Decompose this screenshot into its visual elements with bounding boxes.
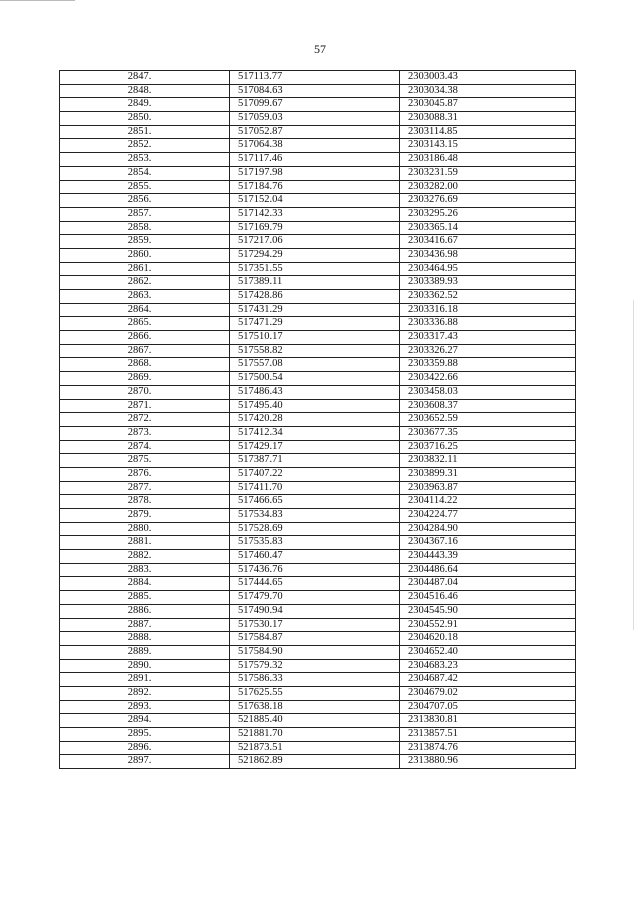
y-coordinate-cell: 2313874.76 [400, 741, 576, 755]
table-row [60, 440, 576, 454]
table-row [60, 372, 576, 386]
table-row [60, 344, 576, 358]
point-number-cell: 2887. [60, 618, 230, 632]
table-row [60, 700, 576, 714]
x-coordinate-cell: 517197.98 [230, 166, 400, 180]
y-coordinate-cell: 2303458.03 [400, 385, 576, 399]
table-row [60, 98, 576, 112]
y-coordinate-cell: 2304367.16 [400, 536, 576, 550]
y-coordinate-cell: 2304516.46 [400, 591, 576, 605]
point-number-cell: 2847. [60, 71, 230, 85]
point-number-cell: 2886. [60, 604, 230, 618]
x-coordinate-cell: 517351.55 [230, 262, 400, 276]
point-number-cell: 2893. [60, 700, 230, 714]
x-coordinate-cell: 517429.17 [230, 440, 400, 454]
y-coordinate-cell: 2303652.59 [400, 413, 576, 427]
table-row [60, 125, 576, 139]
point-number-cell: 2885. [60, 591, 230, 605]
scan-edge-mark [633, 300, 634, 630]
point-number-cell: 2866. [60, 331, 230, 345]
point-number-cell: 2854. [60, 166, 230, 180]
y-coordinate-cell: 2303282.00 [400, 180, 576, 194]
table-row [60, 235, 576, 249]
y-coordinate-cell: 2303963.87 [400, 481, 576, 495]
table-row [60, 276, 576, 290]
point-number-cell: 2895. [60, 728, 230, 742]
y-coordinate-cell: 2303608.37 [400, 399, 576, 413]
x-coordinate-cell: 517052.87 [230, 125, 400, 139]
table-row [60, 248, 576, 262]
point-number-cell: 2884. [60, 577, 230, 591]
y-coordinate-cell: 2303003.43 [400, 71, 576, 85]
y-coordinate-cell: 2303359.88 [400, 358, 576, 372]
x-coordinate-cell: 517294.29 [230, 248, 400, 262]
x-coordinate-cell: 517407.22 [230, 467, 400, 481]
x-coordinate-cell: 517169.79 [230, 221, 400, 235]
y-coordinate-cell: 2303422.66 [400, 372, 576, 386]
point-number-cell: 2867. [60, 344, 230, 358]
y-coordinate-cell: 2303464.95 [400, 262, 576, 276]
coordinate-table [59, 70, 576, 769]
y-coordinate-cell: 2303436.98 [400, 248, 576, 262]
y-coordinate-cell: 2303677.35 [400, 426, 576, 440]
table-row [60, 728, 576, 742]
table-row [60, 413, 576, 427]
table-row [60, 166, 576, 180]
point-number-cell: 2891. [60, 673, 230, 687]
point-number-cell: 2881. [60, 536, 230, 550]
y-coordinate-cell: 2303326.27 [400, 344, 576, 358]
point-number-cell: 2897. [60, 755, 230, 769]
table-row [60, 71, 576, 85]
point-number-cell: 2851. [60, 125, 230, 139]
table-row [60, 454, 576, 468]
y-coordinate-cell: 2304620.18 [400, 632, 576, 646]
y-coordinate-cell: 2303143.15 [400, 139, 576, 153]
table-row [60, 180, 576, 194]
y-coordinate-cell: 2303316.18 [400, 303, 576, 317]
point-number-cell: 2848. [60, 84, 230, 98]
x-coordinate-cell: 517579.32 [230, 659, 400, 673]
table-row [60, 290, 576, 304]
table-row [60, 618, 576, 632]
x-coordinate-cell: 517436.76 [230, 563, 400, 577]
x-coordinate-cell: 517387.71 [230, 454, 400, 468]
x-coordinate-cell: 521873.51 [230, 741, 400, 755]
y-coordinate-cell: 2303899.31 [400, 467, 576, 481]
y-coordinate-cell: 2304683.23 [400, 659, 576, 673]
point-number-cell: 2878. [60, 495, 230, 509]
x-coordinate-cell: 517117.46 [230, 153, 400, 167]
y-coordinate-cell: 2303832.11 [400, 454, 576, 468]
x-coordinate-cell: 517412.34 [230, 426, 400, 440]
y-coordinate-cell: 2304114.22 [400, 495, 576, 509]
point-number-cell: 2857. [60, 207, 230, 221]
x-coordinate-cell: 517389.11 [230, 276, 400, 290]
x-coordinate-cell: 517486.43 [230, 385, 400, 399]
x-coordinate-cell: 517466.65 [230, 495, 400, 509]
x-coordinate-cell: 521885.40 [230, 714, 400, 728]
x-coordinate-cell: 517411.70 [230, 481, 400, 495]
x-coordinate-cell: 517528.69 [230, 522, 400, 536]
x-coordinate-cell: 517586.33 [230, 673, 400, 687]
table-row [60, 358, 576, 372]
point-number-cell: 2892. [60, 686, 230, 700]
table-row [60, 385, 576, 399]
table-row [60, 331, 576, 345]
point-number-cell: 2868. [60, 358, 230, 372]
table-row [60, 399, 576, 413]
x-coordinate-cell: 517184.76 [230, 180, 400, 194]
table-row [60, 714, 576, 728]
y-coordinate-cell: 2304552.91 [400, 618, 576, 632]
x-coordinate-cell: 517584.90 [230, 645, 400, 659]
y-coordinate-cell: 2304707.05 [400, 700, 576, 714]
x-coordinate-cell: 517625.55 [230, 686, 400, 700]
point-number-cell: 2853. [60, 153, 230, 167]
x-coordinate-cell: 517584.87 [230, 632, 400, 646]
y-coordinate-cell: 2303336.88 [400, 317, 576, 331]
table-row [60, 194, 576, 208]
x-coordinate-cell: 517530.17 [230, 618, 400, 632]
table-row [60, 262, 576, 276]
y-coordinate-cell: 2304224.77 [400, 509, 576, 523]
y-coordinate-cell: 2304284.90 [400, 522, 576, 536]
table-row [60, 221, 576, 235]
coordinate-table-body [60, 71, 576, 769]
x-coordinate-cell: 517142.33 [230, 207, 400, 221]
table-row [60, 686, 576, 700]
table-row [60, 632, 576, 646]
y-coordinate-cell: 2303114.85 [400, 125, 576, 139]
y-coordinate-cell: 2303389.93 [400, 276, 576, 290]
y-coordinate-cell: 2303045.87 [400, 98, 576, 112]
y-coordinate-cell: 2304486.64 [400, 563, 576, 577]
x-coordinate-cell: 517099.67 [230, 98, 400, 112]
x-coordinate-cell: 521862.89 [230, 755, 400, 769]
x-coordinate-cell: 517638.18 [230, 700, 400, 714]
table-row [60, 207, 576, 221]
point-number-cell: 2882. [60, 550, 230, 564]
x-coordinate-cell: 517064.38 [230, 139, 400, 153]
point-number-cell: 2874. [60, 440, 230, 454]
table-row [60, 139, 576, 153]
point-number-cell: 2856. [60, 194, 230, 208]
point-number-cell: 2876. [60, 467, 230, 481]
x-coordinate-cell: 517444.65 [230, 577, 400, 591]
x-coordinate-cell: 517428.86 [230, 290, 400, 304]
y-coordinate-cell: 2303362.52 [400, 290, 576, 304]
table-row [60, 563, 576, 577]
point-number-cell: 2889. [60, 645, 230, 659]
x-coordinate-cell: 517495.40 [230, 399, 400, 413]
table-row [60, 84, 576, 98]
point-number-cell: 2864. [60, 303, 230, 317]
table-row [60, 536, 576, 550]
y-coordinate-cell: 2313830.81 [400, 714, 576, 728]
page-number: 57 [314, 42, 326, 56]
table-row [60, 426, 576, 440]
table-row [60, 153, 576, 167]
table-row [60, 741, 576, 755]
x-coordinate-cell: 517460.47 [230, 550, 400, 564]
point-number-cell: 2888. [60, 632, 230, 646]
table-row [60, 645, 576, 659]
point-number-cell: 2875. [60, 454, 230, 468]
x-coordinate-cell: 517420.28 [230, 413, 400, 427]
point-number-cell: 2883. [60, 563, 230, 577]
point-number-cell: 2896. [60, 741, 230, 755]
table-row [60, 755, 576, 769]
y-coordinate-cell: 2313880.96 [400, 755, 576, 769]
x-coordinate-cell: 517113.77 [230, 71, 400, 85]
point-number-cell: 2872. [60, 413, 230, 427]
y-coordinate-cell: 2304545.90 [400, 604, 576, 618]
point-number-cell: 2861. [60, 262, 230, 276]
point-number-cell: 2880. [60, 522, 230, 536]
x-coordinate-cell: 517490.94 [230, 604, 400, 618]
table-row [60, 481, 576, 495]
y-coordinate-cell: 2303276.69 [400, 194, 576, 208]
point-number-cell: 2863. [60, 290, 230, 304]
point-number-cell: 2850. [60, 112, 230, 126]
point-number-cell: 2852. [60, 139, 230, 153]
point-number-cell: 2855. [60, 180, 230, 194]
x-coordinate-cell: 517500.54 [230, 372, 400, 386]
x-coordinate-cell: 517534.83 [230, 509, 400, 523]
point-number-cell: 2894. [60, 714, 230, 728]
scan-edge-mark [0, 0, 75, 1]
point-number-cell: 2860. [60, 248, 230, 262]
table-row [60, 509, 576, 523]
table-row [60, 604, 576, 618]
table-row [60, 317, 576, 331]
x-coordinate-cell: 517557.08 [230, 358, 400, 372]
point-number-cell: 2871. [60, 399, 230, 413]
y-coordinate-cell: 2304487.04 [400, 577, 576, 591]
table-row [60, 303, 576, 317]
y-coordinate-cell: 2304652.40 [400, 645, 576, 659]
x-coordinate-cell: 517510.17 [230, 331, 400, 345]
x-coordinate-cell: 517558.82 [230, 344, 400, 358]
y-coordinate-cell: 2303365.14 [400, 221, 576, 235]
y-coordinate-cell: 2303231.59 [400, 166, 576, 180]
y-coordinate-cell: 2303186.48 [400, 153, 576, 167]
point-number-cell: 2849. [60, 98, 230, 112]
y-coordinate-cell: 2304687.42 [400, 673, 576, 687]
x-coordinate-cell: 517471.29 [230, 317, 400, 331]
x-coordinate-cell: 517084.63 [230, 84, 400, 98]
y-coordinate-cell: 2313857.51 [400, 728, 576, 742]
point-number-cell: 2877. [60, 481, 230, 495]
table-row [60, 112, 576, 126]
point-number-cell: 2873. [60, 426, 230, 440]
y-coordinate-cell: 2303034.38 [400, 84, 576, 98]
table-row [60, 673, 576, 687]
y-coordinate-cell: 2304443.39 [400, 550, 576, 564]
coordinate-table-container [59, 70, 575, 769]
x-coordinate-cell: 517059.03 [230, 112, 400, 126]
point-number-cell: 2890. [60, 659, 230, 673]
y-coordinate-cell: 2303416.67 [400, 235, 576, 249]
x-coordinate-cell: 521881.70 [230, 728, 400, 742]
table-row [60, 522, 576, 536]
x-coordinate-cell: 517535.83 [230, 536, 400, 550]
table-row [60, 591, 576, 605]
y-coordinate-cell: 2303716.25 [400, 440, 576, 454]
table-row [60, 659, 576, 673]
x-coordinate-cell: 517217.06 [230, 235, 400, 249]
point-number-cell: 2862. [60, 276, 230, 290]
point-number-cell: 2870. [60, 385, 230, 399]
table-row [60, 577, 576, 591]
y-coordinate-cell: 2304679.02 [400, 686, 576, 700]
point-number-cell: 2879. [60, 509, 230, 523]
y-coordinate-cell: 2303317.43 [400, 331, 576, 345]
table-row [60, 495, 576, 509]
x-coordinate-cell: 517152.04 [230, 194, 400, 208]
point-number-cell: 2859. [60, 235, 230, 249]
point-number-cell: 2869. [60, 372, 230, 386]
x-coordinate-cell: 517431.29 [230, 303, 400, 317]
point-number-cell: 2865. [60, 317, 230, 331]
table-row [60, 550, 576, 564]
y-coordinate-cell: 2303295.26 [400, 207, 576, 221]
x-coordinate-cell: 517479.70 [230, 591, 400, 605]
y-coordinate-cell: 2303088.31 [400, 112, 576, 126]
table-row [60, 467, 576, 481]
point-number-cell: 2858. [60, 221, 230, 235]
